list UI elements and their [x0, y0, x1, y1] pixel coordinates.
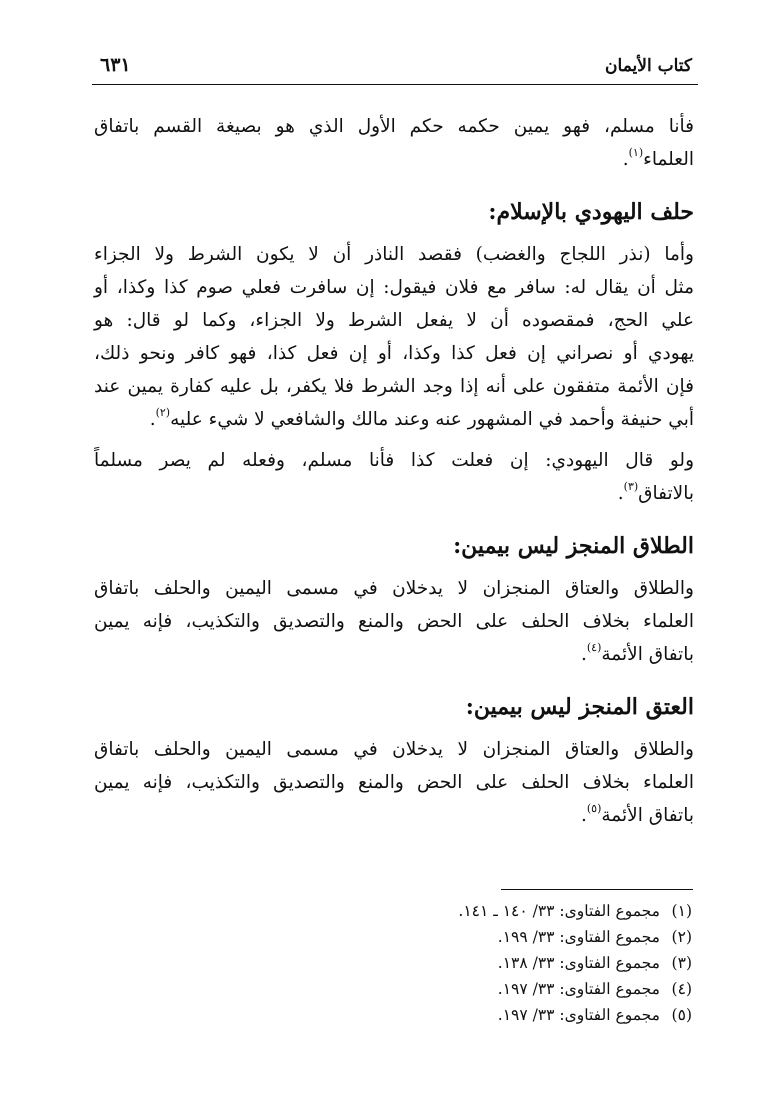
text-line: وأما (نذر اللجاج والغضب) فقصد الناذر أن لا يكون الشرط ولا الجزاء — [94, 244, 694, 265]
footnote — [292, 1002, 692, 1028]
footnote-text: مجموع الفتاوى: ٣٣/ ١٣٨. — [497, 954, 660, 972]
text-run: . — [622, 149, 629, 170]
running-header — [92, 50, 698, 85]
text-line: فأنا مسلم، فهو يمين حكمه حكم الأول الذي هو بصيغة القسم باتفاق — [94, 116, 694, 137]
text-line — [94, 638, 694, 671]
footnote-text: مجموع الفتاوى: ٣٣/ ١٤٠ ـ ١٤١. — [458, 902, 660, 920]
section-heading: العتق المنجز ليس بيمين: — [465, 694, 694, 720]
text-line — [94, 403, 694, 436]
paragraph-4 — [94, 572, 694, 671]
footnote — [292, 950, 692, 976]
footnote-text: مجموع الفتاوى: ٣٣/ ١٩٩. — [497, 928, 660, 946]
text-line: والطلاق والعتاق المنجزان لا يدخلان في مسمى اليمين والحلف باتفاق — [94, 578, 694, 599]
text-line — [94, 143, 694, 176]
footnotes — [292, 898, 692, 1028]
text-line: علي الحج، فمقصوده أن لا يفعل الشرط ولا الجزاء، وكما لو قال: هو — [94, 310, 694, 331]
text-run: . — [580, 644, 587, 665]
paragraph-2 — [94, 238, 694, 436]
footnote-number: (٢) — [671, 928, 692, 946]
text-line: ولو قال اليهودي: إن فعلت كذا فأنا مسلم، وفعله لم يصر مسلماً — [94, 450, 694, 471]
footnote — [292, 976, 692, 1002]
section-heading: حلف اليهودي بالإسلام: — [488, 199, 694, 225]
text-line: العلماء بخلاف الحلف على الحض والمنع والتصديق والتكذيب، فإنه يمين — [94, 611, 694, 632]
footnote-ref: (٤) — [586, 641, 602, 654]
header-title: كتاب الأيمان — [605, 56, 692, 76]
footnote-text: مجموع الفتاوى: ٣٣/ ١٩٧. — [497, 980, 660, 998]
page-number: ٦٣١ — [100, 54, 131, 76]
footnote-ref: (٢) — [155, 406, 171, 419]
footnote-number: (١) — [671, 902, 692, 920]
text-run: . — [149, 409, 156, 430]
text-line: العلماء بخلاف الحلف على الحض والمنع والتصديق والتكذيب، فإنه يمين — [94, 772, 694, 793]
text-line — [94, 477, 694, 510]
text-run: باتفاق الأئمة — [601, 805, 694, 826]
footnote-separator — [501, 889, 693, 890]
footnote-ref: (٣) — [623, 480, 639, 493]
text-line: يهودي أو نصراني إن فعل كذا وكذا، أو إن فعل كذا، فهو كافر ونحو ذلك، — [94, 343, 694, 364]
text-line — [94, 799, 694, 832]
text-run: باتفاق الأئمة — [601, 644, 694, 665]
paragraph-3 — [94, 444, 694, 510]
section-heading: الطلاق المنجز ليس بيمين: — [453, 533, 694, 559]
footnote — [292, 898, 692, 924]
text-run: أبي حنيفة وأحمد في المشهور عنه وعند مالك والشافعي لا شيء عليه — [170, 409, 694, 430]
paragraph-1 — [94, 110, 694, 176]
text-line: مثل أن يقال له: سافر مع فلان فيقول: إن سافرت فعلي صوم كذا وكذا، أو — [94, 277, 694, 298]
footnote-number: (٥) — [671, 1006, 692, 1024]
paragraph-5 — [94, 733, 694, 832]
footnote-ref: (٥) — [586, 802, 602, 815]
text-line: فإن الأئمة متفقون على أنه إذا وجد الشرط فلا يكفر، بل عليه كفارة يمين عند — [94, 376, 694, 397]
footnote-text: مجموع الفتاوى: ٣٣/ ١٩٧. — [497, 1006, 660, 1024]
text-line: والطلاق والعتاق المنجزان لا يدخلان في مسمى اليمين والحلف باتفاق — [94, 739, 694, 760]
footnote-number: (٤) — [671, 980, 692, 998]
text-run: . — [617, 483, 624, 504]
footnote — [292, 924, 692, 950]
footnote-ref: (١) — [628, 146, 644, 159]
text-run: . — [580, 805, 587, 826]
text-run: العلماء — [643, 149, 694, 170]
text-run: بالاتفاق — [638, 483, 694, 504]
footnote-number: (٣) — [671, 954, 692, 972]
main-text — [94, 110, 694, 832]
